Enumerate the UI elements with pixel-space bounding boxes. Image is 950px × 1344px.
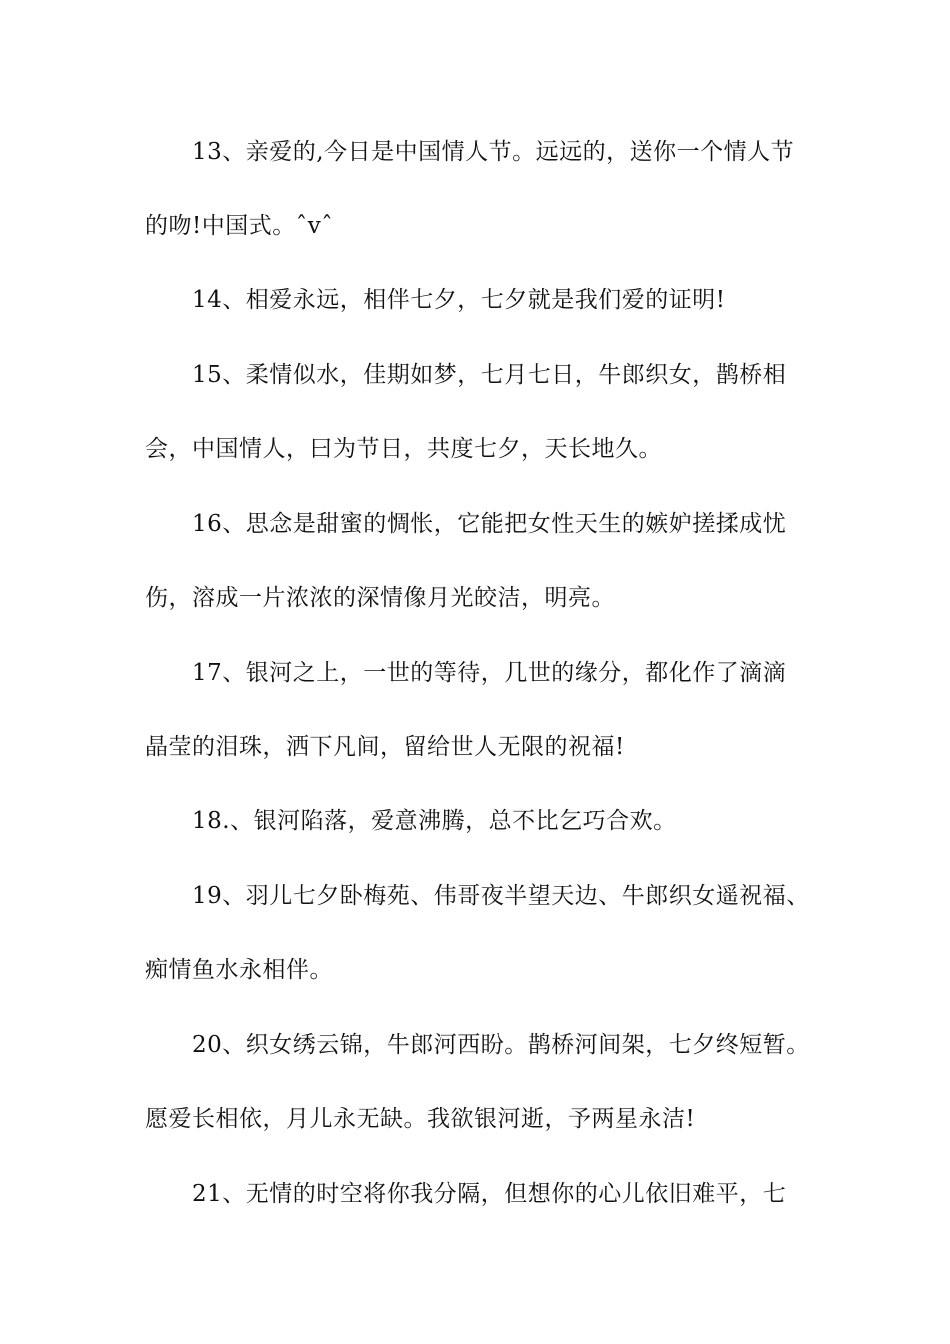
text-line-18: 18.、银河陷落，爱意沸腾，总不比乞巧合欢。 bbox=[192, 808, 677, 834]
text-line-19b: 痴情鱼水永相伴。 bbox=[145, 957, 333, 983]
text-line-14: 14、相爱永远，相伴七夕，七夕就是我们爱的证明! bbox=[192, 287, 726, 313]
text-line-15a: 15、柔情似水，佳期如梦，七月七日，牛郎织女，鹊桥相 bbox=[192, 362, 787, 388]
text-line-13b: 的吻!中国式。ˆvˆ bbox=[145, 213, 334, 239]
text-line-17a: 17、银河之上，一世的等待，几世的缘分，都化作了滴滴 bbox=[192, 660, 787, 686]
text-line-16a: 16、思念是甜蜜的惆怅，它能把女性天生的嫉妒搓揉成忧 bbox=[192, 511, 787, 537]
text-line-20a: 20、织女绣云锦，牛郎河西盼。鹊桥河间架，七夕终短暂。 bbox=[192, 1032, 810, 1058]
text-line-17b: 晶莹的泪珠，洒下凡间，留给世人无限的祝福! bbox=[145, 734, 625, 760]
text-line-15b: 会，中国情人，曰为节日，共度七夕，天长地久。 bbox=[145, 436, 662, 462]
text-line-19a: 19、羽儿七夕卧梅苑、伟哥夜半望天边、牛郎织女遥祝福、 bbox=[192, 883, 810, 909]
text-line-13a: 13、亲爱的,今日是中国情人节。远远的，送你一个情人节 bbox=[192, 139, 795, 165]
text-line-16b: 伤，溶成一片浓浓的深情像月光皎洁，明亮。 bbox=[145, 585, 615, 611]
text-line-21: 21、无情的时空将你我分隔，但想你的心儿依旧难平，七 bbox=[192, 1181, 787, 1207]
text-line-20b: 愿爱长相依，月儿永无缺。我欲银河逝，予两星永洁! bbox=[145, 1106, 696, 1132]
